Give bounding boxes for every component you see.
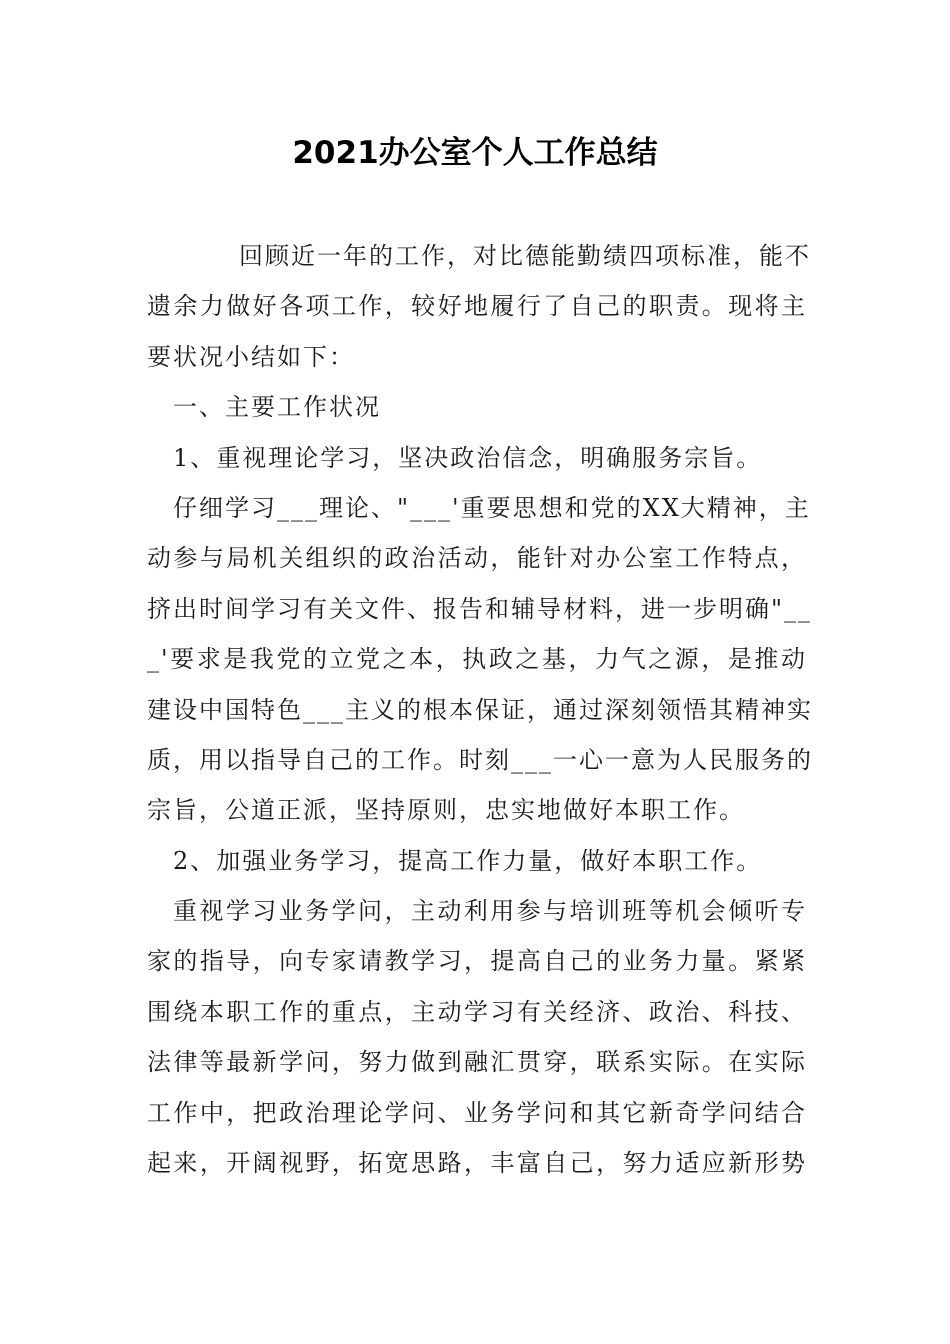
document-body bbox=[147, 238, 813, 1195]
paragraph-line: 回顾近一年的工作，对比德能勤绩四项标准，能不 bbox=[239, 242, 811, 270]
document-title: 2021办公室个人工作总结 bbox=[292, 135, 658, 171]
paragraph-line: 家的指导，向专家请教学习，提高自己的业务力量。紧紧 bbox=[147, 947, 807, 976]
paragraph-line: 起来，开阔视野，拓宽思路，丰富自己，努力适应新形势 bbox=[147, 1149, 807, 1178]
paragraph-line: 工作中，把政治理论学问、业务学问和其它新奇学问结合 bbox=[147, 1098, 807, 1127]
paragraph-line: 质，用以指导自己的工作。时刻___一心一意为人民服务的 bbox=[147, 745, 813, 774]
section-heading: 一、主要工作状况 bbox=[173, 393, 381, 422]
paragraph-line: 宗旨，公道正派，坚持原则，忠实地做好本职工作。 bbox=[147, 796, 745, 825]
paragraph-line: 重视学习业务学问，主动利用参与培训班等机会倾听专 bbox=[173, 897, 807, 926]
paragraph-line: 建设中国特色___主义的根本保证，通过深刻领悟其精神实 bbox=[147, 695, 813, 724]
subsection-heading: 1、重视理论学习，坚决政治信念，明确服务宗旨。 bbox=[173, 443, 763, 472]
paragraph-line: 围绕本职工作的重点，主动学习有关经济、政治、科技、 bbox=[147, 997, 807, 1026]
paragraph-line: 遗余力做好各项工作，较好地履行了自己的职责。现将主 bbox=[147, 292, 807, 321]
paragraph-line: 挤出时间学习有关文件、报告和辅导材料，进一步明确"__ bbox=[147, 594, 813, 623]
paragraph-line: 仔细学习___理论、"___'重要思想和党的XX大精神，主 bbox=[173, 493, 811, 522]
paragraph-line: 要状况小结如下： bbox=[147, 342, 355, 371]
paragraph-line: 法律等最新学问，努力做到融汇贯穿，联系实际。在实际 bbox=[147, 1048, 807, 1077]
subsection-heading: 2、加强业务学习，提高工作力量，做好本职工作。 bbox=[173, 846, 763, 875]
paragraph-line: _'要求是我党的立党之本，执政之基，力气之源，是推动 bbox=[147, 645, 807, 674]
paragraph-line: 动参与局机关组织的政治活动，能针对办公室工作特点， bbox=[147, 544, 807, 573]
